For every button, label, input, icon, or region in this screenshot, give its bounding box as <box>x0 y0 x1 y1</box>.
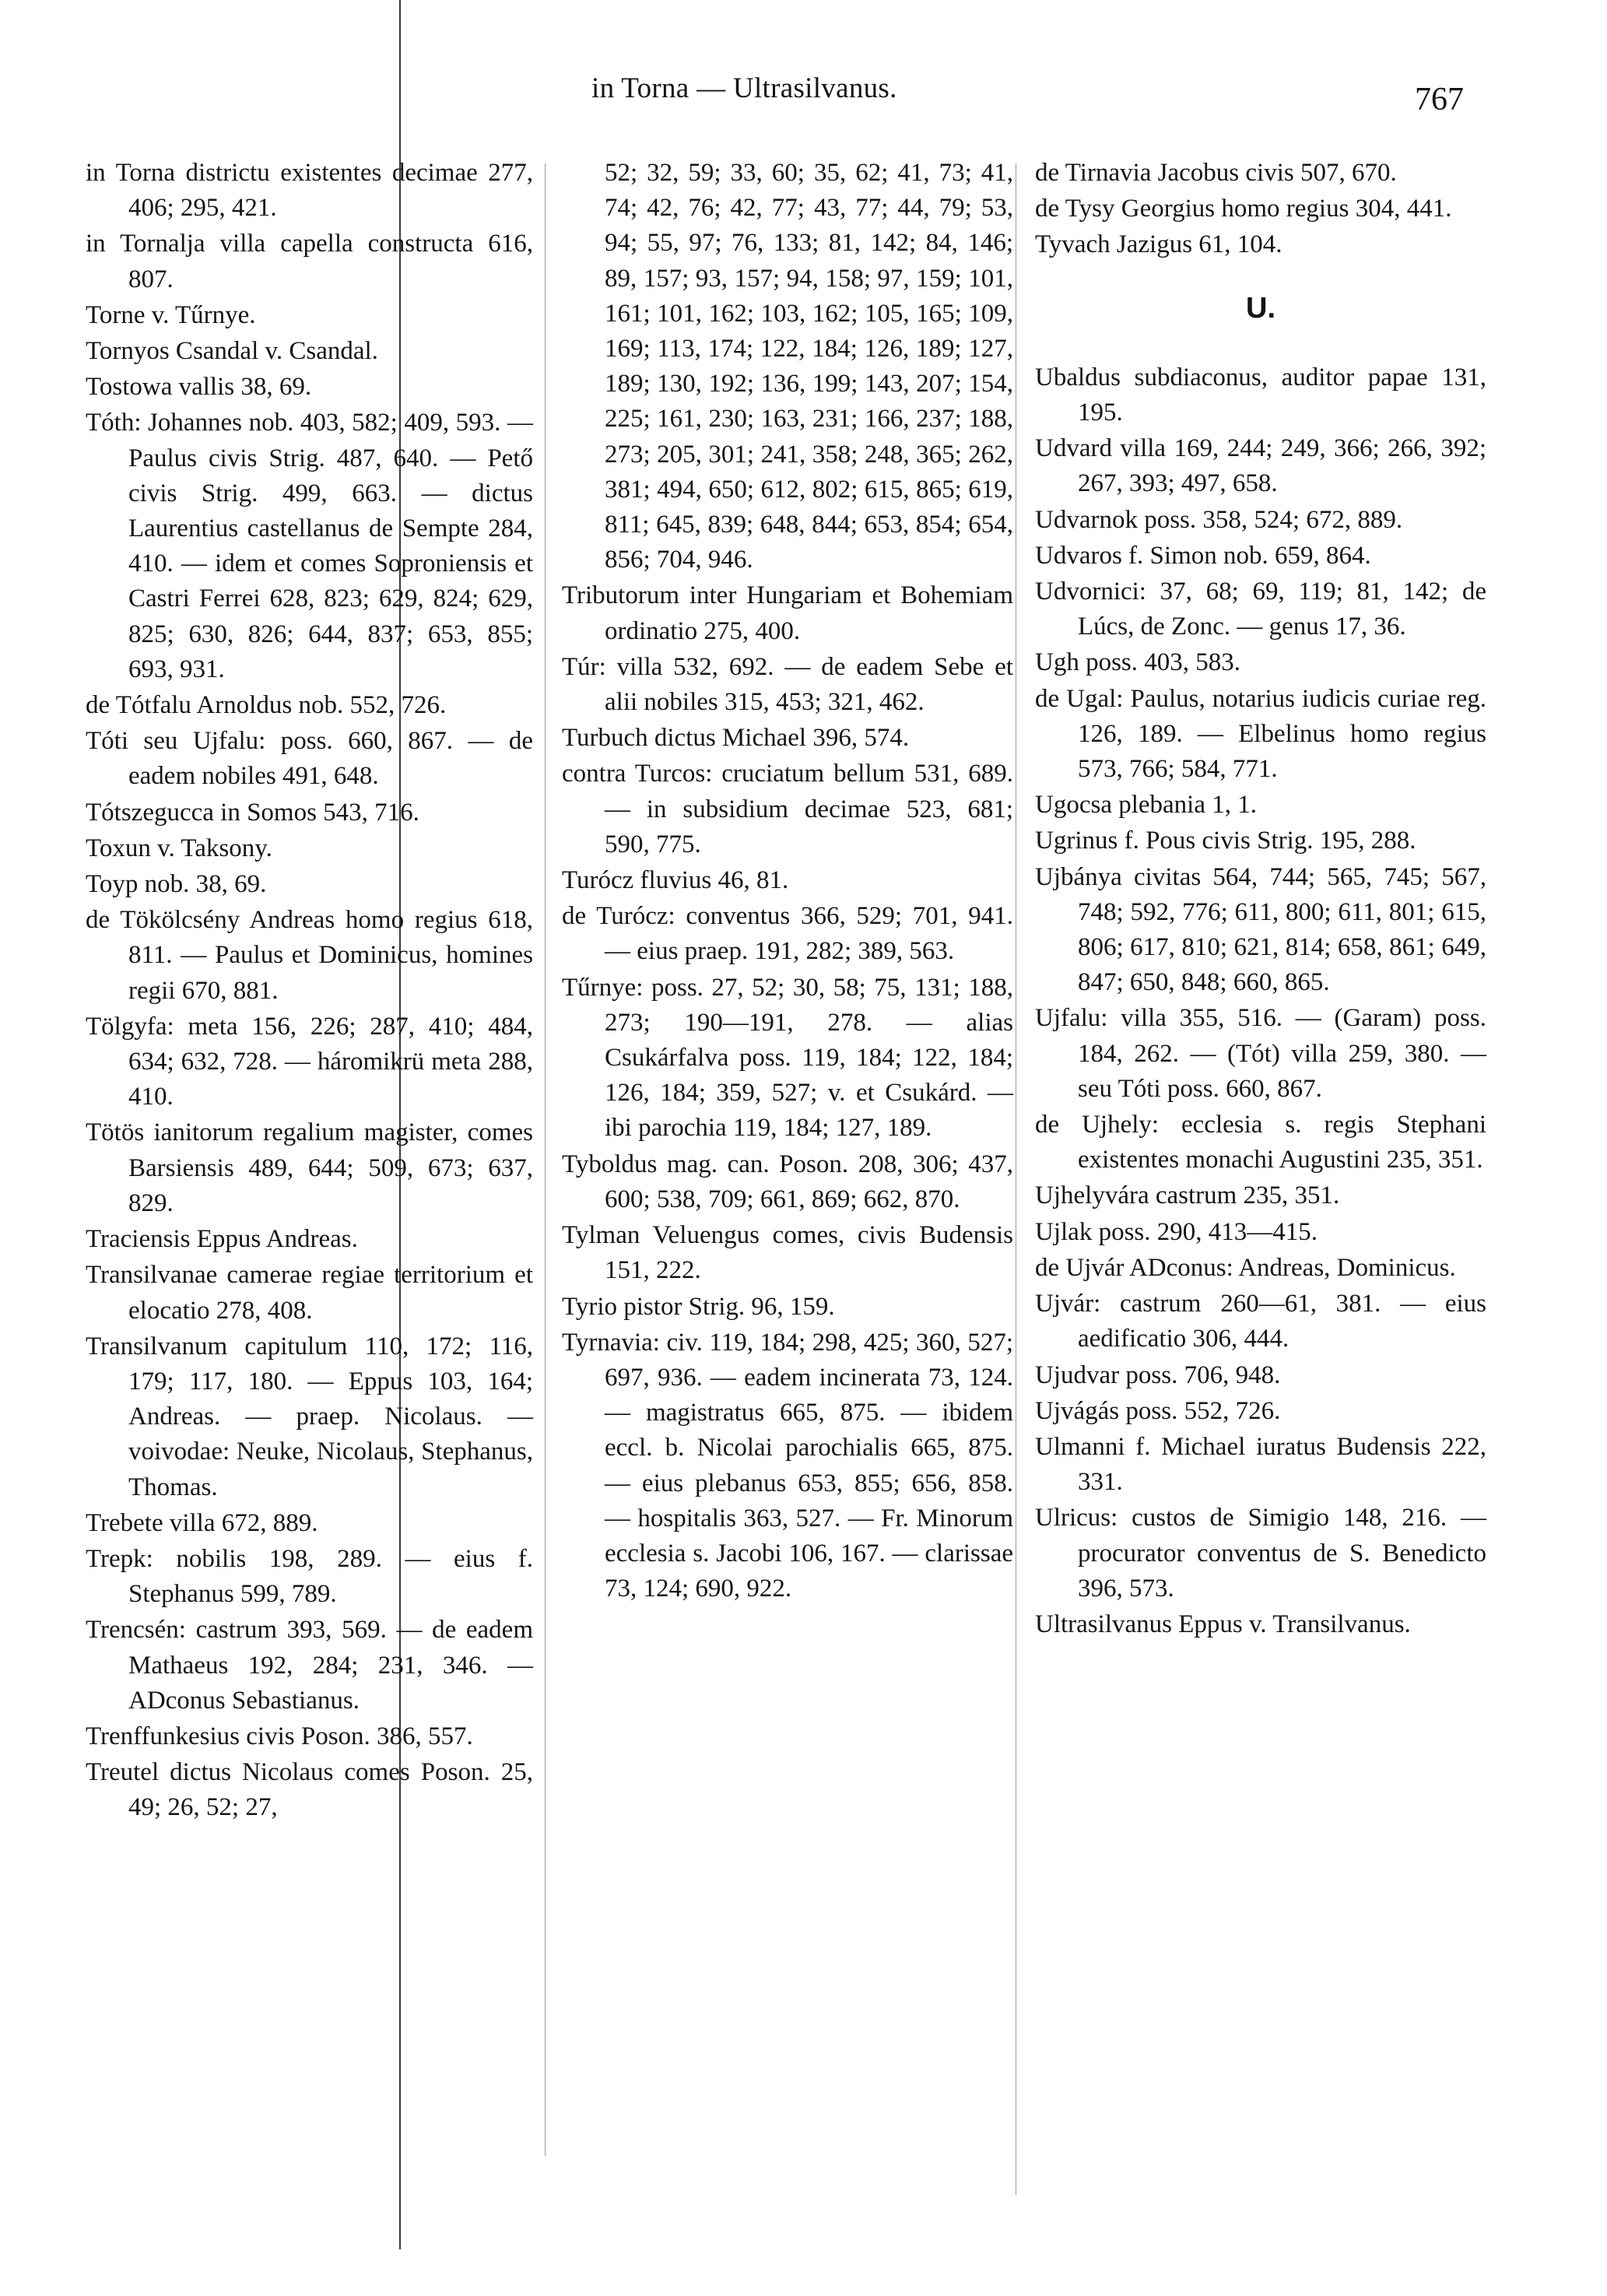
index-entry: Transilvanum capitulum 110, 172; 116, 179; 117, 180. — Eppus 103, 164; Andreas. — praep. Nicolaus. — voivodae: Neuke, Nicolaus, Stephanus, Thomas. <box>86 1332 533 1501</box>
running-title: in Torna — Ultrasilvanus. <box>591 72 897 104</box>
index-entry: Túr: villa 532, 692. — de eadem Sebe et alii nobiles 315, 453; 321, 462. <box>562 652 1013 717</box>
index-entry: de Tökölcsény Andreas homo regius 618, 811. — Paulus et Dominicus, homines regii 670, 881. <box>86 906 533 1005</box>
index-entry: Udvaros f. Simon nob. 659, 864. <box>1035 541 1371 570</box>
index-entry: Tyboldus mag. can. Poson. 208, 306; 437, 600; 538, 709; 661, 869; 662, 870. <box>562 1150 1013 1213</box>
index-entry: Trepk: nobilis 198, 289. — eius f. Stephanus 599, 789. <box>86 1544 533 1609</box>
index-entry: de Ujvár ADconus: Andreas, Dominicus. <box>1035 1253 1456 1282</box>
index-entry: Ujhelyvára castrum 235, 351. <box>1035 1181 1340 1210</box>
index-entry: Ujbánya civitas 564, 744; 565, 745; 567, 748; 592, 776; 611, 800; 611, 801; 615, 806; 617, 810; 621, 814; 658, 861; 649, 847; 650, 848; 660, 865. <box>1035 862 1486 997</box>
index-entry: Ulricus: custos de Simigio 148, 216. — procurator conventus de S. Benedicto 396, 573. <box>1035 1504 1486 1603</box>
index-entry: Tyvach Jazigus 61, 104. <box>1035 230 1282 259</box>
column-divider-1 <box>545 163 546 2156</box>
index-entry: Traciensis Eppus Andreas. <box>86 1225 358 1254</box>
index-entry: de Tótfalu Arnoldus nob. 552, 726. <box>86 691 447 720</box>
index-entry: Ugrinus f. Pous civis Strig. 195, 288. <box>1035 827 1416 855</box>
index-entry: Tyrio pistor Strig. 96, 159. <box>562 1292 835 1321</box>
index-entry: Tributorum inter Hungariam et Bohemiam ordinatio 275, 400. <box>562 581 1013 645</box>
index-entry: Tóth: Johannes nob. 403, 582; 409, 593. — Paulus civis Strig. 487, 640. — Pető civis Strig. 499, 663. — dictus Laurentius castellanus de Sempte 284, 410. — idem et comes Soproniensis et Castri Ferrei 628, 823; 629, 824; 629, 825; 630, 826; 644, 837; 653, 855; 693, 931. <box>86 409 533 683</box>
index-entry: Turócz fluvius 46, 81. <box>562 866 789 895</box>
index-entry: Ulmanni f. Michael iuratus Budensis 222, 331. <box>1035 1432 1486 1497</box>
index-entry: Tűrnye: poss. 27, 52; 30, 58; 75, 131; 188, 273; 190—191, 278. — alias Csukárfalva poss. 119, 184; 122, 184; 126, 184; 359, 527; v. et Csukárd. — ibi parochia 119, 184; 127, 189. <box>562 973 1013 1143</box>
index-entry: Tótszegucca in Somos 543, 716. <box>86 798 419 827</box>
index-entry: Tyrnavia: civ. 119, 184; 298, 425; 360, 527; 697, 936. — eadem incinerata 73, 124. — magistratus 665, 875. — ibidem eccl. b. Nicolai parochialis 665, 875. — eius plebanus 653, 855; 656, 858. — hospitalis 363, 527. — Fr. Minorum ecclesia s. Jacobi 106, 167. — clarissae 73, 124; 690, 922. <box>562 1328 1013 1603</box>
page-number: 767 <box>1415 82 1464 118</box>
index-entry: Trenffunkesius civis Poson. 386, 557. <box>86 1722 473 1750</box>
index-entry: Turbuch dictus Michael 396, 574. <box>562 724 910 753</box>
index-entry: in Tornalja villa capella constructa 616, 807. <box>86 230 533 293</box>
index-entry: Trebete villa 672, 889. <box>86 1508 318 1537</box>
index-entry: Ujvágás poss. 552, 726. <box>1035 1396 1281 1425</box>
index-entry-continuation: 52; 32, 59; 33, 60; 35, 62; 41, 73; 41, 74; 42, 76; 42, 77; 43, 77; 44, 79; 53, 94; 55, 97; 76, 133; 81, 142; 84, 146; 89, 157; 93, 157; 94, 158; 97, 159; 101, 161; 101, 162; 103, 162; 105, 165; 109, 169; 113, 174; 122, 184; 126, 189; 127, 189; 130, 192; 136, 199; 143, 207; 154, 225; 161, 230; 163, 231; 166, 237; 188, 273; 205, 301; 241, 358; 248, 365; 262, 381; 494, 650; 612, 802; 615, 865; 619, 811; 645, 839; 648, 844; 653, 854; 654, 856; 704, 946. <box>605 159 1013 574</box>
index-entry: Ugh poss. 403, 583. <box>1035 648 1241 677</box>
index-entry: Ubaldus subdiaconus, auditor papae 131, 195. <box>1035 363 1486 427</box>
index-entry: Ultrasilvanus Eppus v. Transilvanus. <box>1035 1610 1411 1638</box>
letter-section-heading: U. <box>1246 291 1275 325</box>
index-entry: Ugocsa plebania 1, 1. <box>1035 791 1257 820</box>
index-entry: Tornyos Csandal v. Csandal. <box>86 337 378 366</box>
index-entry: Udvard villa 169, 244; 249, 366; 266, 392; 267, 393; 497, 658. <box>1035 434 1486 498</box>
index-column-2 <box>562 156 1013 1607</box>
index-column-1 <box>86 156 533 1827</box>
index-entry: Tölgyfa: meta 156, 226; 287, 410; 484, 634; 632, 728. — háromikrü meta 288, 410. <box>86 1012 533 1111</box>
index-entry: de Tirnavia Jacobus civis 507, 670. <box>1035 159 1397 187</box>
index-entry: de Turócz: conventus 366, 529; 701, 941. — eius praep. 191, 282; 389, 563. <box>562 902 1013 966</box>
index-entry: Tylman Veluengus comes, civis Budensis 151, 222. <box>562 1221 1013 1285</box>
index-entry: Treutel dictus Nicolaus comes Poson. 25, 49; 26, 52; 27, <box>86 1758 533 1822</box>
index-entry: Ujlak poss. 290, 413—415. <box>1035 1217 1318 1246</box>
index-entry: Ujudvar poss. 706, 948. <box>1035 1360 1281 1389</box>
index-entry: in Torna districtu existentes decimae 277, 406; 295, 421. <box>86 159 533 223</box>
index-entry: de Ugal: Paulus, notarius iudicis curiae reg. 126, 189. — Elbelinus homo regius 573, 766; 584, 771. <box>1035 684 1486 784</box>
index-entry: de Tysy Georgius homo regius 304, 441. <box>1035 195 1452 223</box>
index-column-3 <box>1035 156 1486 1643</box>
index-entry: Ujvár: castrum 260—61, 381. — eius aedificatio 306, 444. <box>1035 1290 1486 1353</box>
index-entry: Ujfalu: villa 355, 516. — (Garam) poss. 184, 262. — (Tót) villa 259, 380. — seu Tóti poss. 660, 867. <box>1035 1004 1486 1103</box>
index-entry: Trencsén: castrum 393, 569. — de eadem Mathaeus 192, 284; 231, 346. — ADconus Sebastianus. <box>86 1616 533 1715</box>
index-entry: Toxun v. Taksony. <box>86 834 272 862</box>
index-entry: contra Turcos: cruciatum bellum 531, 689. — in subsidium decimae 523, 681; 590, 775. <box>562 760 1013 858</box>
index-entry: Udvornici: 37, 68; 69, 119; 81, 142; de Lúcs, de Zonc. — genus 17, 36. <box>1035 578 1486 641</box>
index-entry: Udvarnok poss. 358, 524; 672, 889. <box>1035 505 1403 534</box>
index-entry: Transilvanae camerae regiae territorium et elocatio 278, 408. <box>86 1261 533 1325</box>
index-entry: Tóti seu Ujfalu: poss. 660, 867. — de eadem nobiles 491, 648. <box>86 727 533 791</box>
index-entry: Tostowa vallis 38, 69. <box>86 373 312 402</box>
index-entry: Toyp nob. 38, 69. <box>86 870 267 899</box>
index-entry: Torne v. Tűrnye. <box>86 300 256 329</box>
index-entry: Tötös ianitorum regalium magister, comes Barsiensis 489, 644; 509, 673; 637, 829. <box>86 1118 533 1217</box>
index-entry: de Ujhely: ecclesia s. regis Stephani existentes monachi Augustini 235, 351. <box>1035 1111 1486 1174</box>
